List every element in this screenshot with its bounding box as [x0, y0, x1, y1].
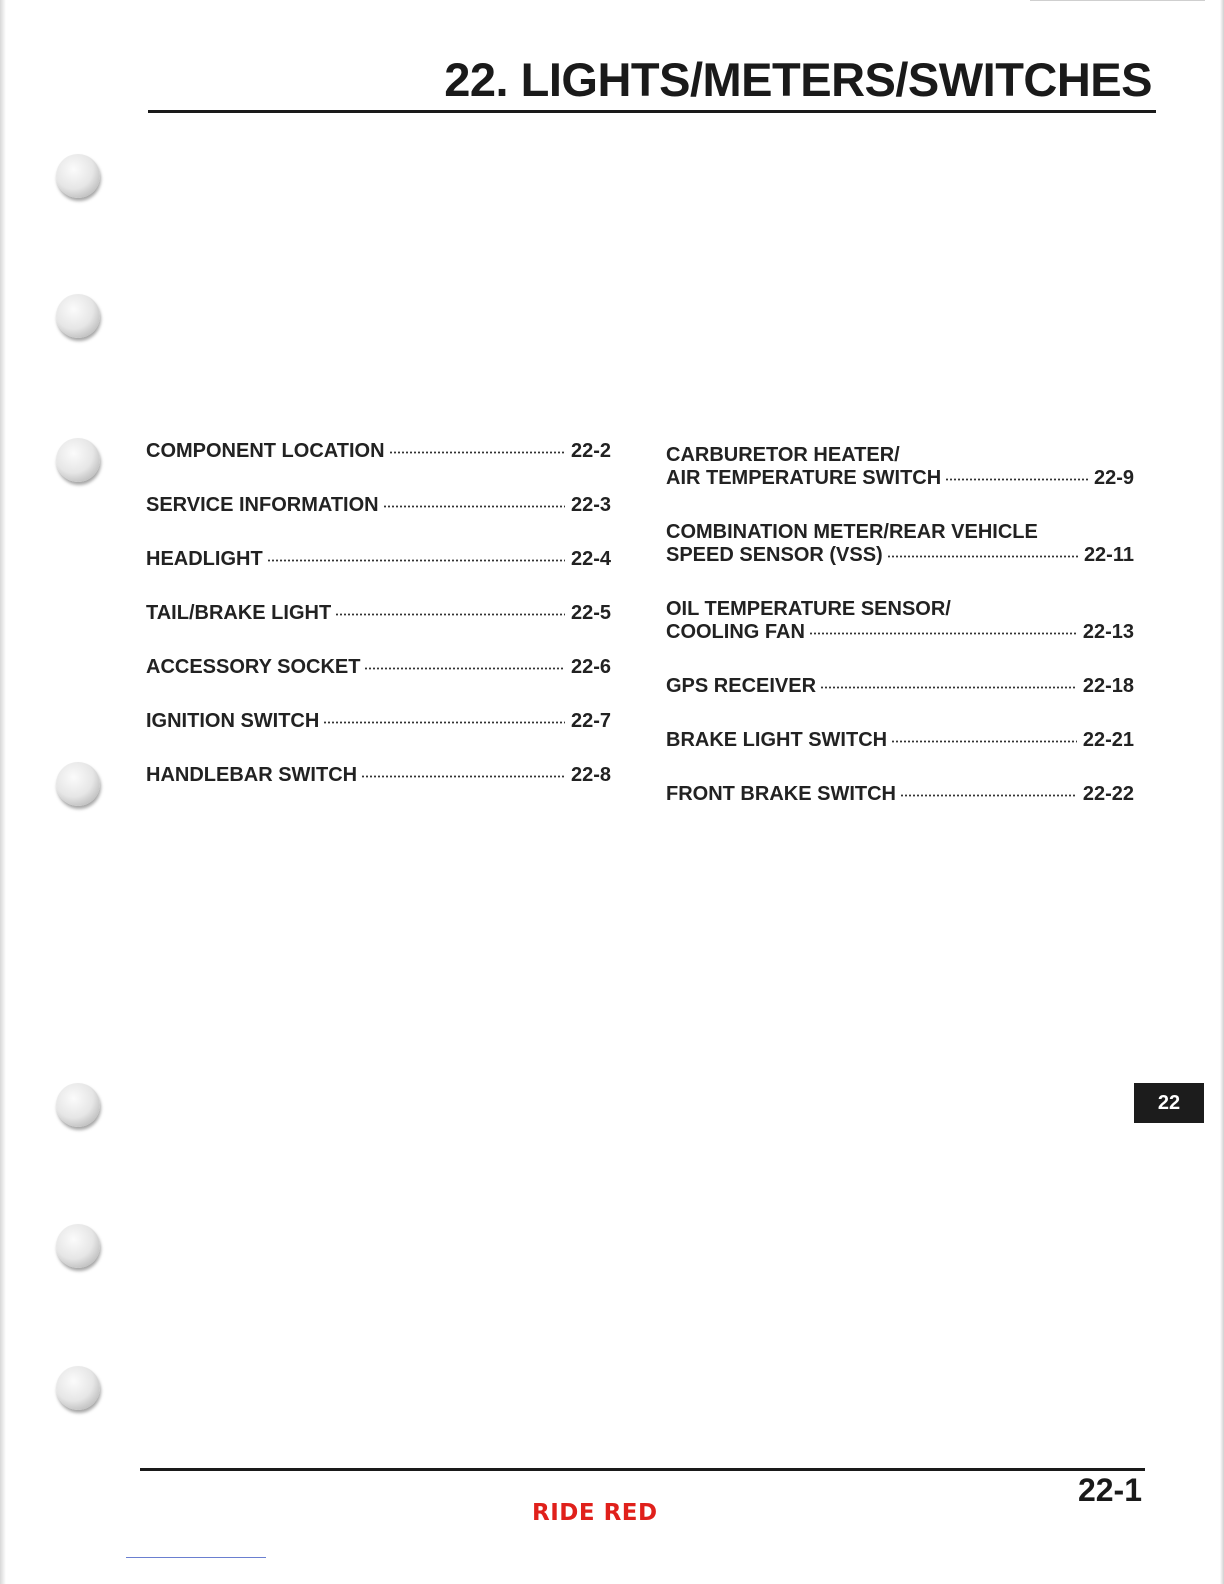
toc-entry-title: BRAKE LIGHT SWITCH — [666, 729, 888, 751]
toc-entry[interactable] — [666, 598, 1134, 644]
toc-entry-page: 22-13 — [1082, 621, 1134, 643]
binder-hole-icon — [56, 1224, 100, 1268]
toc-entry-title: IGNITION SWITCH — [146, 710, 320, 732]
leader-dots — [267, 559, 565, 562]
toc-entry-title: HANDLEBAR SWITCH — [146, 764, 358, 786]
toc-entry[interactable] — [146, 440, 611, 494]
toc-entry-page: 22-7 — [570, 710, 611, 732]
leader-dots — [809, 632, 1077, 635]
footer-rule — [140, 1468, 1145, 1471]
leader-dots — [945, 478, 1088, 481]
toc-entry-page: 22-3 — [570, 494, 611, 516]
scan-mark — [126, 1557, 266, 1558]
top-edge-mark — [1030, 0, 1205, 1]
toc-entry-title-line: OIL TEMPERATURE SENSOR/ — [666, 598, 951, 620]
toc-entry[interactable] — [146, 548, 611, 602]
page-left-edge — [0, 0, 6, 1584]
toc-entry-page: 22-4 — [570, 548, 611, 570]
toc-entry[interactable] — [666, 444, 1134, 490]
leader-dots — [323, 721, 565, 724]
leader-dots — [361, 775, 565, 778]
leader-dots — [335, 613, 565, 616]
toc-entry-title: SERVICE INFORMATION — [146, 494, 379, 516]
toc-entry-title-line: CARBURETOR HEATER/ — [666, 444, 900, 466]
binder-hole-icon — [56, 762, 100, 806]
toc-entry-page: 22-21 — [1082, 729, 1134, 751]
toc-entry-page: 22-22 — [1082, 783, 1134, 805]
toc-entry-title: AIR TEMPERATURE SWITCH — [666, 467, 942, 489]
leader-dots — [383, 505, 565, 508]
toc-entry[interactable] — [146, 656, 611, 710]
leader-dots — [820, 686, 1077, 689]
toc-entry[interactable] — [666, 783, 1134, 806]
toc-entry[interactable] — [666, 729, 1134, 752]
toc-entry-title: ACCESSORY SOCKET — [146, 656, 361, 678]
toc-entry-page: 22-9 — [1093, 467, 1134, 489]
toc-entry[interactable] — [146, 602, 611, 656]
toc-entry-title: SPEED SENSOR (VSS) — [666, 544, 883, 566]
leader-dots — [887, 555, 1078, 558]
toc-left-column — [146, 440, 611, 818]
toc-entry-title: COMPONENT LOCATION — [146, 440, 385, 462]
binder-hole-icon — [56, 1083, 100, 1127]
toc-entry-title-line: COMBINATION METER/REAR VEHICLE — [666, 521, 1038, 543]
title-rule — [148, 110, 1156, 113]
toc-entry-page: 22-11 — [1083, 544, 1134, 566]
toc-entry-page: 22-18 — [1082, 675, 1134, 697]
toc-entry[interactable] — [146, 764, 611, 818]
toc-entry-title: FRONT BRAKE SWITCH — [666, 783, 896, 805]
chapter-title: 22. LIGHTS/METERS/SWITCHES — [444, 53, 1152, 106]
brand-logo: RIDE RED — [532, 1500, 658, 1526]
binder-hole-icon — [56, 438, 100, 482]
binder-hole-icon — [56, 1366, 100, 1410]
toc-entry-title: COOLING FAN — [666, 621, 805, 643]
toc-entry-page: 22-6 — [570, 656, 611, 678]
toc-entry-title: TAIL/BRAKE LIGHT — [146, 602, 332, 624]
toc-entry[interactable] — [146, 710, 611, 764]
toc-entry-title: GPS RECEIVER — [666, 675, 817, 697]
toc-entry-page: 22-8 — [570, 764, 611, 786]
toc-entry[interactable] — [146, 494, 611, 548]
binder-hole-icon — [56, 294, 100, 338]
binder-hole-icon — [56, 154, 100, 198]
toc-entry[interactable] — [666, 675, 1134, 698]
toc-right-column — [666, 444, 1134, 837]
page-right-edge — [1220, 0, 1224, 1584]
toc-entry-title: HEADLIGHT — [146, 548, 263, 570]
toc-entry-page: 22-5 — [570, 602, 611, 624]
leader-dots — [389, 451, 565, 454]
toc-entry[interactable] — [666, 521, 1134, 567]
chapter-tab-marker: 22 — [1134, 1083, 1204, 1123]
leader-dots — [900, 794, 1077, 797]
page-number: 22-1 — [1077, 1472, 1142, 1508]
leader-dots — [364, 667, 564, 670]
toc-entry-page: 22-2 — [570, 440, 611, 462]
leader-dots — [891, 740, 1077, 743]
